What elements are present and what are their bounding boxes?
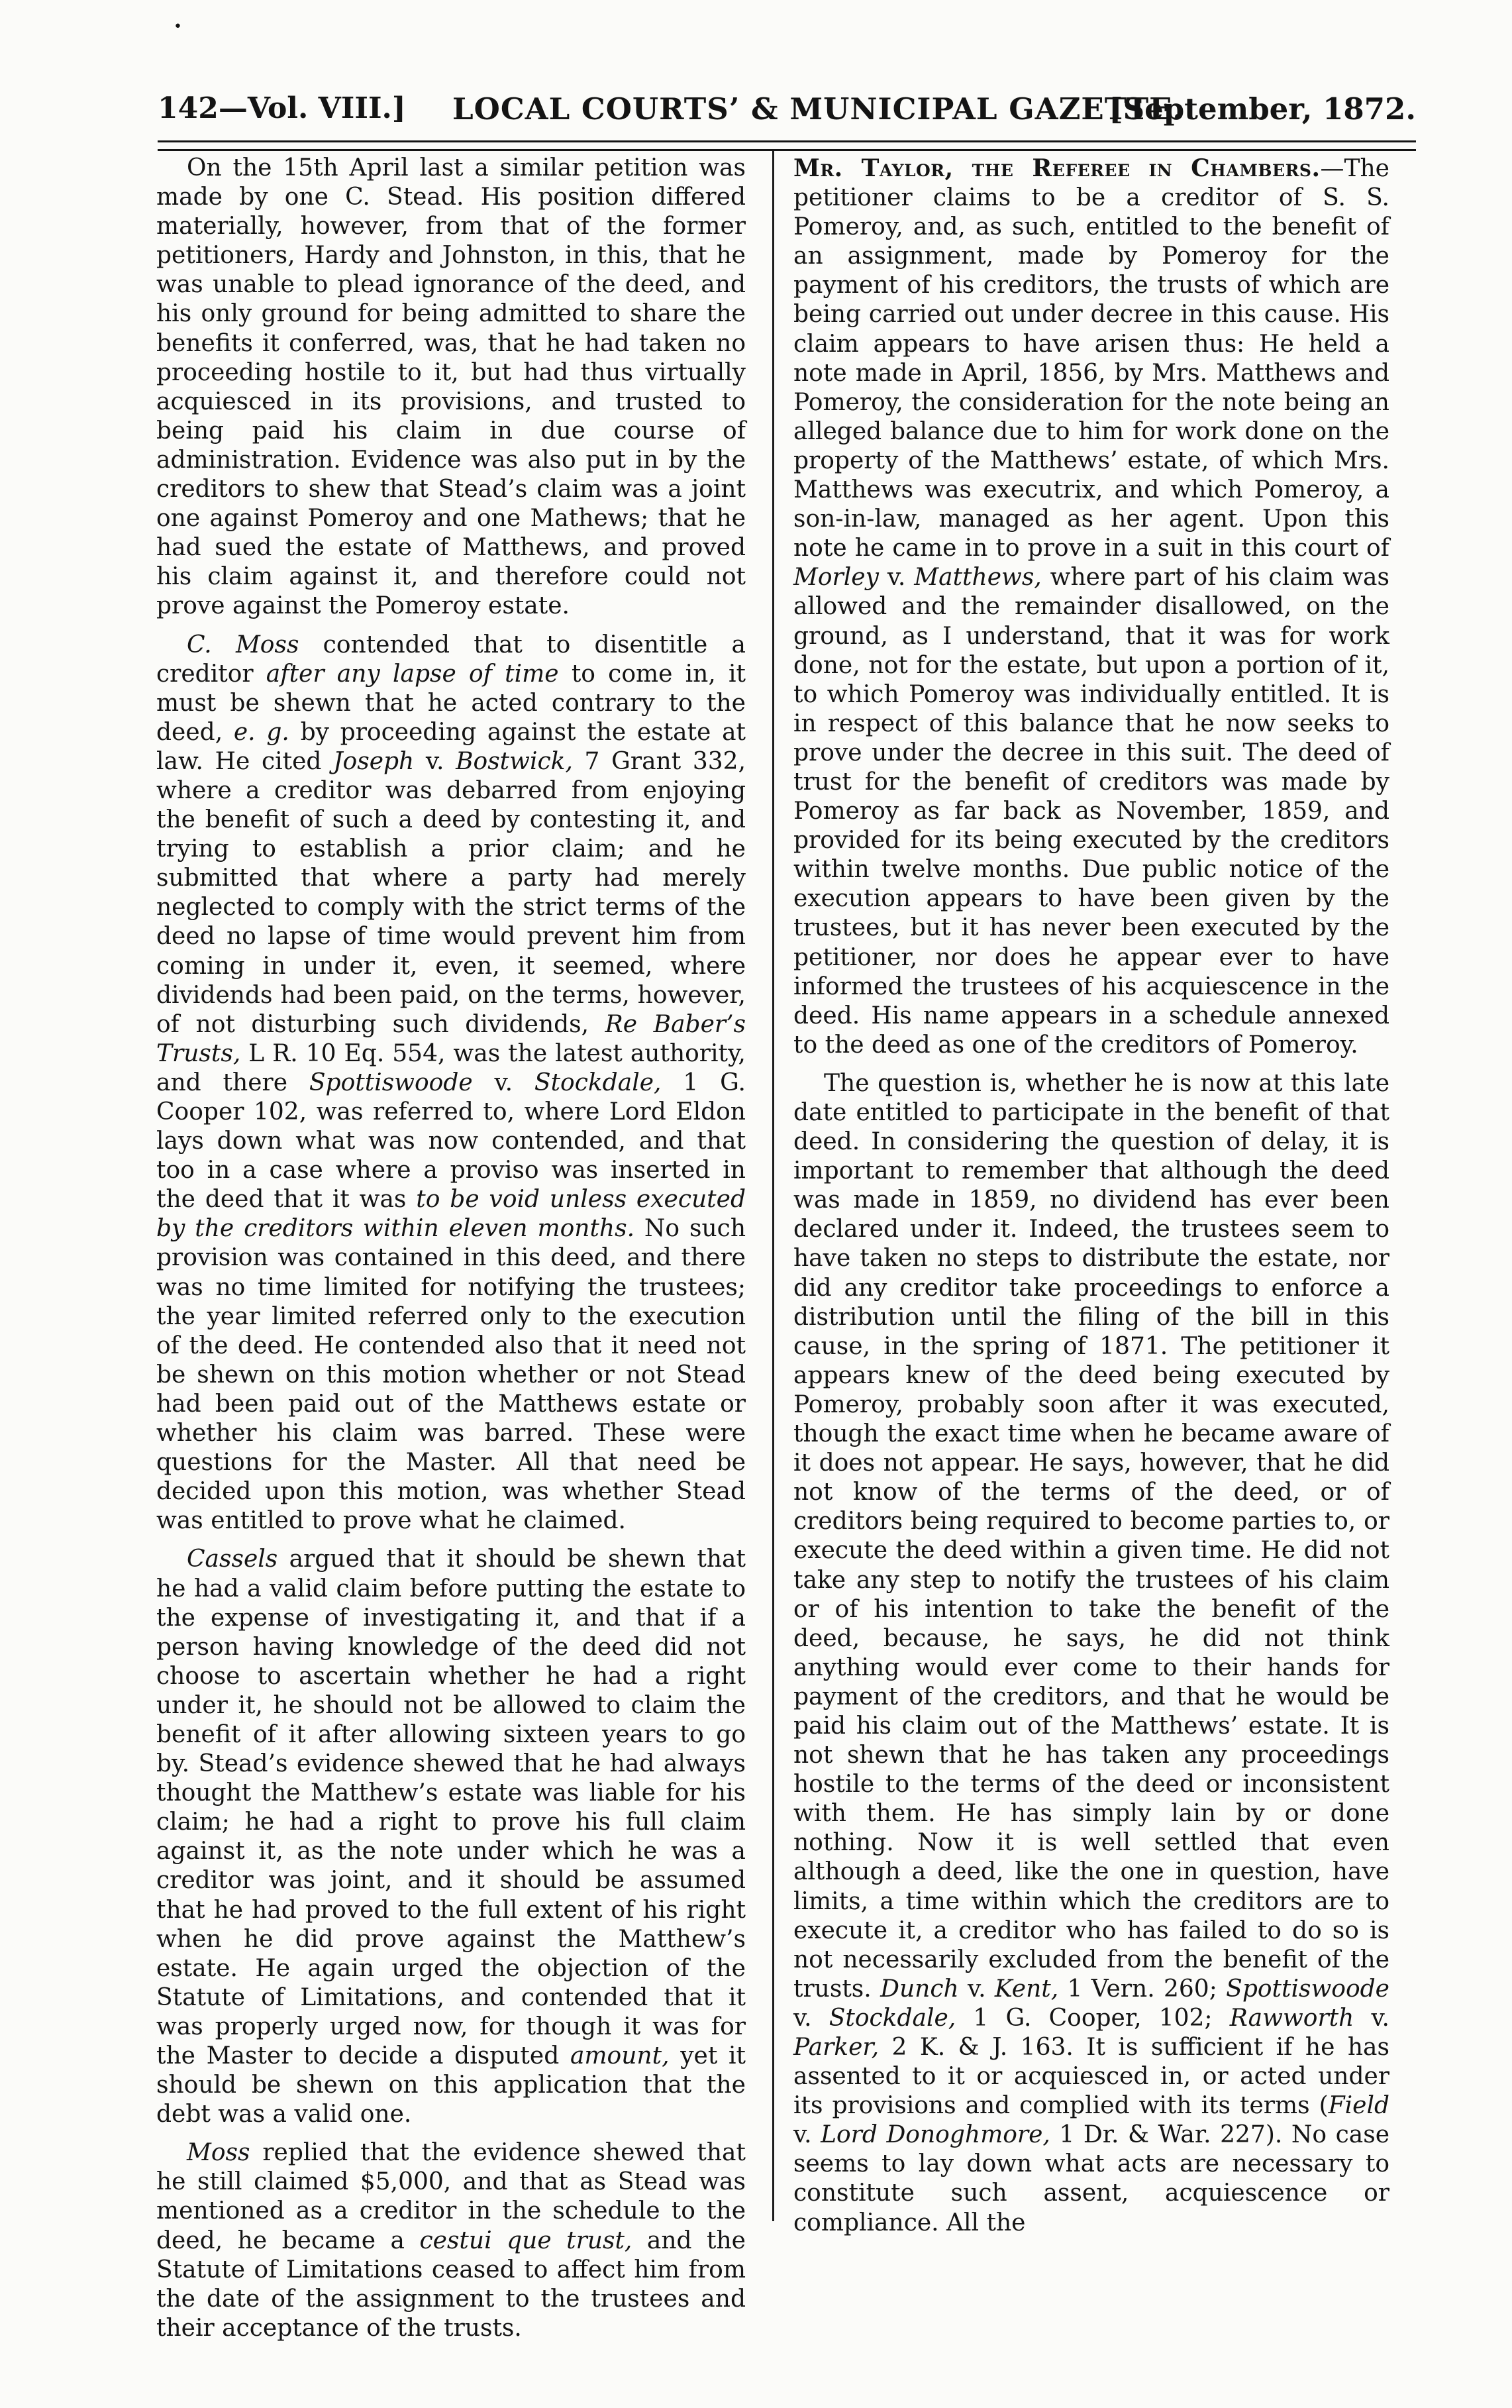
paragraph-referee-opinion: Mr. Taylor, the Referee in Chambers.—The petitioner claims to be a creditor of S. S. Pomeroy, and, as such, entitled to the benefit of an assignment, made by Pomeroy for the payment of his creditors, the trusts of which are being carried out under decree in this cause. His claim appears to have arisen thus: He held a note made in April, 1856, by Mrs. Matthews and Pomeroy, the consideration for the note being an alleged balance due to him for work done on the property of the Matthews’ estate, of which Mrs. Matthews was executrix, and which Pomeroy, a son-in-law, managed as her agent. Upon this note he came in to prove in a suit in this court of Morley v. Matthews, where part of his claim was allowed and the remainder disallowed, on the ground, as I understand, that it was for work done, not for the estate, but upon a portion of it, to which Pomeroy was individually entitled. It is in respect of this balance that he now seeks to prove under the decree in this suit. The deed of trust for the benefit of creditors was made by Pomeroy as far back as November, 1859, and provided for its being executed by the creditors within twelve months. Due public notice of the execution appears to have been given by the trustees, but it has never been executed by the petitioner, nor does he appear ever to have informed the trustees of his acquiescence in the deed. His name appears in a schedule annexed to the deed as one of the creditors of Pomeroy. [793,154,1389,1059]
header-rule [158,140,1416,151]
page-volume: 142—Vol. VIII.] [158,91,406,125]
right-column [793,154,1389,2238]
publication-title: LOCAL COURTS’ & MUNICIPAL GAZETTE. [452,91,1184,127]
paragraph-stead-petition: On the 15th April last a similar petition was made by one C. Stead. His position differed materially, however, from that of the former petitioners, Hardy and Johnston, in this, that he was unable to plead ignorance of the deed, and his only ground for being admitted to share the benefits it conferred, was, that he had taken no proceeding hostile to it, but had thus virtually acquiesced in its provisions, and trusted to being paid his claim in due course of administration. Evidence was also put in by the creditors to shew that Stead’s claim was a joint one against Pomeroy and one Mathews; that he had sued the estate of Matthews, and proved his claim against it, and therefore could not prove against the Pomeroy estate. [156,154,746,620]
counsel-name: Moss [187,2139,250,2167]
issue-date: [September, 1872. [1109,91,1416,127]
referee-heading: Mr. Taylor, the Referee in Chambers. [793,154,1321,182]
counsel-name: C. Moss [187,631,299,658]
paragraph-moss-reply: Moss replied that the evidence shewed that he still claimed $5,000, and that as Stead was mentioned as a creditor in the schedule to the deed, he became a cestui que trust, and the Statute of Limitations ceased to affect him from the date of the assignment to the trustees and their acceptance of the trusts. [156,2139,746,2342]
column-divider [772,151,774,2221]
paragraph-question-of-delay: The question is, whether he is now at this late date entitled to participate in the benefit of that deed. In considering the question of delay, it is important to remember that although the deed was made in 1859, no dividend has ever been declared under it. Indeed, the trustees seem to have taken no steps to distribute the estate, nor did any creditor take proceedings to enforce a distribution until the filing of the bill in this cause, in the spring of 1871. The petitioner it appears knew of the deed being executed by Pomeroy, probably soon after it was executed, though the exact time when he became aware of it does not appear. He says, however, that he did not know of the terms of the deed, or of creditors being required to become parties to, or execute the deed within a given time. He did not take any step to notify the trustees of his claim or of his intention to take the benefit of the deed, because, he says, he did not think anything would ever come to their hands for payment of the creditors, and that he would be paid his claim out of the Matthews’ estate. It is not shewn that he has taken any proceedings hostile to the terms of the deed or inconsistent with them. He has simply lain by or done nothing. Now it is well settled that even although a deed, like the one in question, have limits, a time within which the creditors are to execute it, a creditor who has failed to do so is not necessarily excluded from the benefit of the trusts. Dunch v. Kent, 1 Vern. 260; Spottiswoode v. Stockdale, 1 G. Cooper, 102; Rawworth v. Parker, 2 K. & J. 163. It is sufficient if he has assented to it or acquiesced in, or acted under its provisions and complied with its terms (Field v. Lord Donoghmore, 1 Dr. & War. 227). No case seems to lay down what acts are necessary to constitute such assent, acquiescence or compliance. All the [793,1069,1389,2236]
paragraph-moss-argument: C. Moss contended that to disentitle a creditor after any lapse of time to come in, it must be shewn that he acted contrary to the deed, e. g. by proceeding against the estate at law. He cited Joseph v. Bostwick, 7 Grant 332, where a creditor was debarred from enjoying the benefit of such a deed by contesting it, and trying to establish a prior claim; and he submitted that where a party had merely neglected to comply with the strict terms of the deed no lapse of time would prevent him from coming in under it, even, it seemed, where dividends had been paid, on the terms, however, of not disturbing such dividends, Re Baber’s Trusts, L R. 10 Eq. 554, was the latest authority, and there Spottiswoode v. Stockdale, 1 G. Cooper 102, was referred to, where Lord Eldon lays down what was now contended, and that too in a case where a proviso was inserted in the deed that it was to be void unless executed by the creditors within eleven months. No such provision was contained in this deed, and there was no time limited for notifying the trustees; the year limited referred only to the execution of the deed. He contended also that it need not be shewn on this motion whether or not Stead had been paid out of the Matthews estate or whether his claim was barred. These were questions for the Master. All that need be decided upon this motion, was whether Stead was entitled to prove what he claimed. [156,631,746,1535]
counsel-name: Cassels [187,1545,278,1573]
paragraph-cassels-argument: Cassels argued that it should be shewn that he had a valid claim before putting the estate to the expense of investigating it, and that if a person having knowledge of the deed did not choose to ascertain whether he had a right under it, he should not be allowed to claim the benefit of it after allowing sixteen years to go by. Stead’s evidence shewed that he had always thought the Matthew’s estate was liable for his claim; he had a right to prove his full claim against it, as the note under which he was a creditor was joint, and it should be assumed that he had proved to the full extent of his right when he did prove against the Matthew’s estate. He again urged the objection of the Statute of Limitations, and contended that it was properly urged now, for though it was for the Master to decide a disputed amount, yet it should be shewn on this application that the debt was a valid one. [156,1545,746,2128]
running-header [158,91,1416,138]
page-mark: • [174,19,182,35]
left-column [156,154,746,2343]
